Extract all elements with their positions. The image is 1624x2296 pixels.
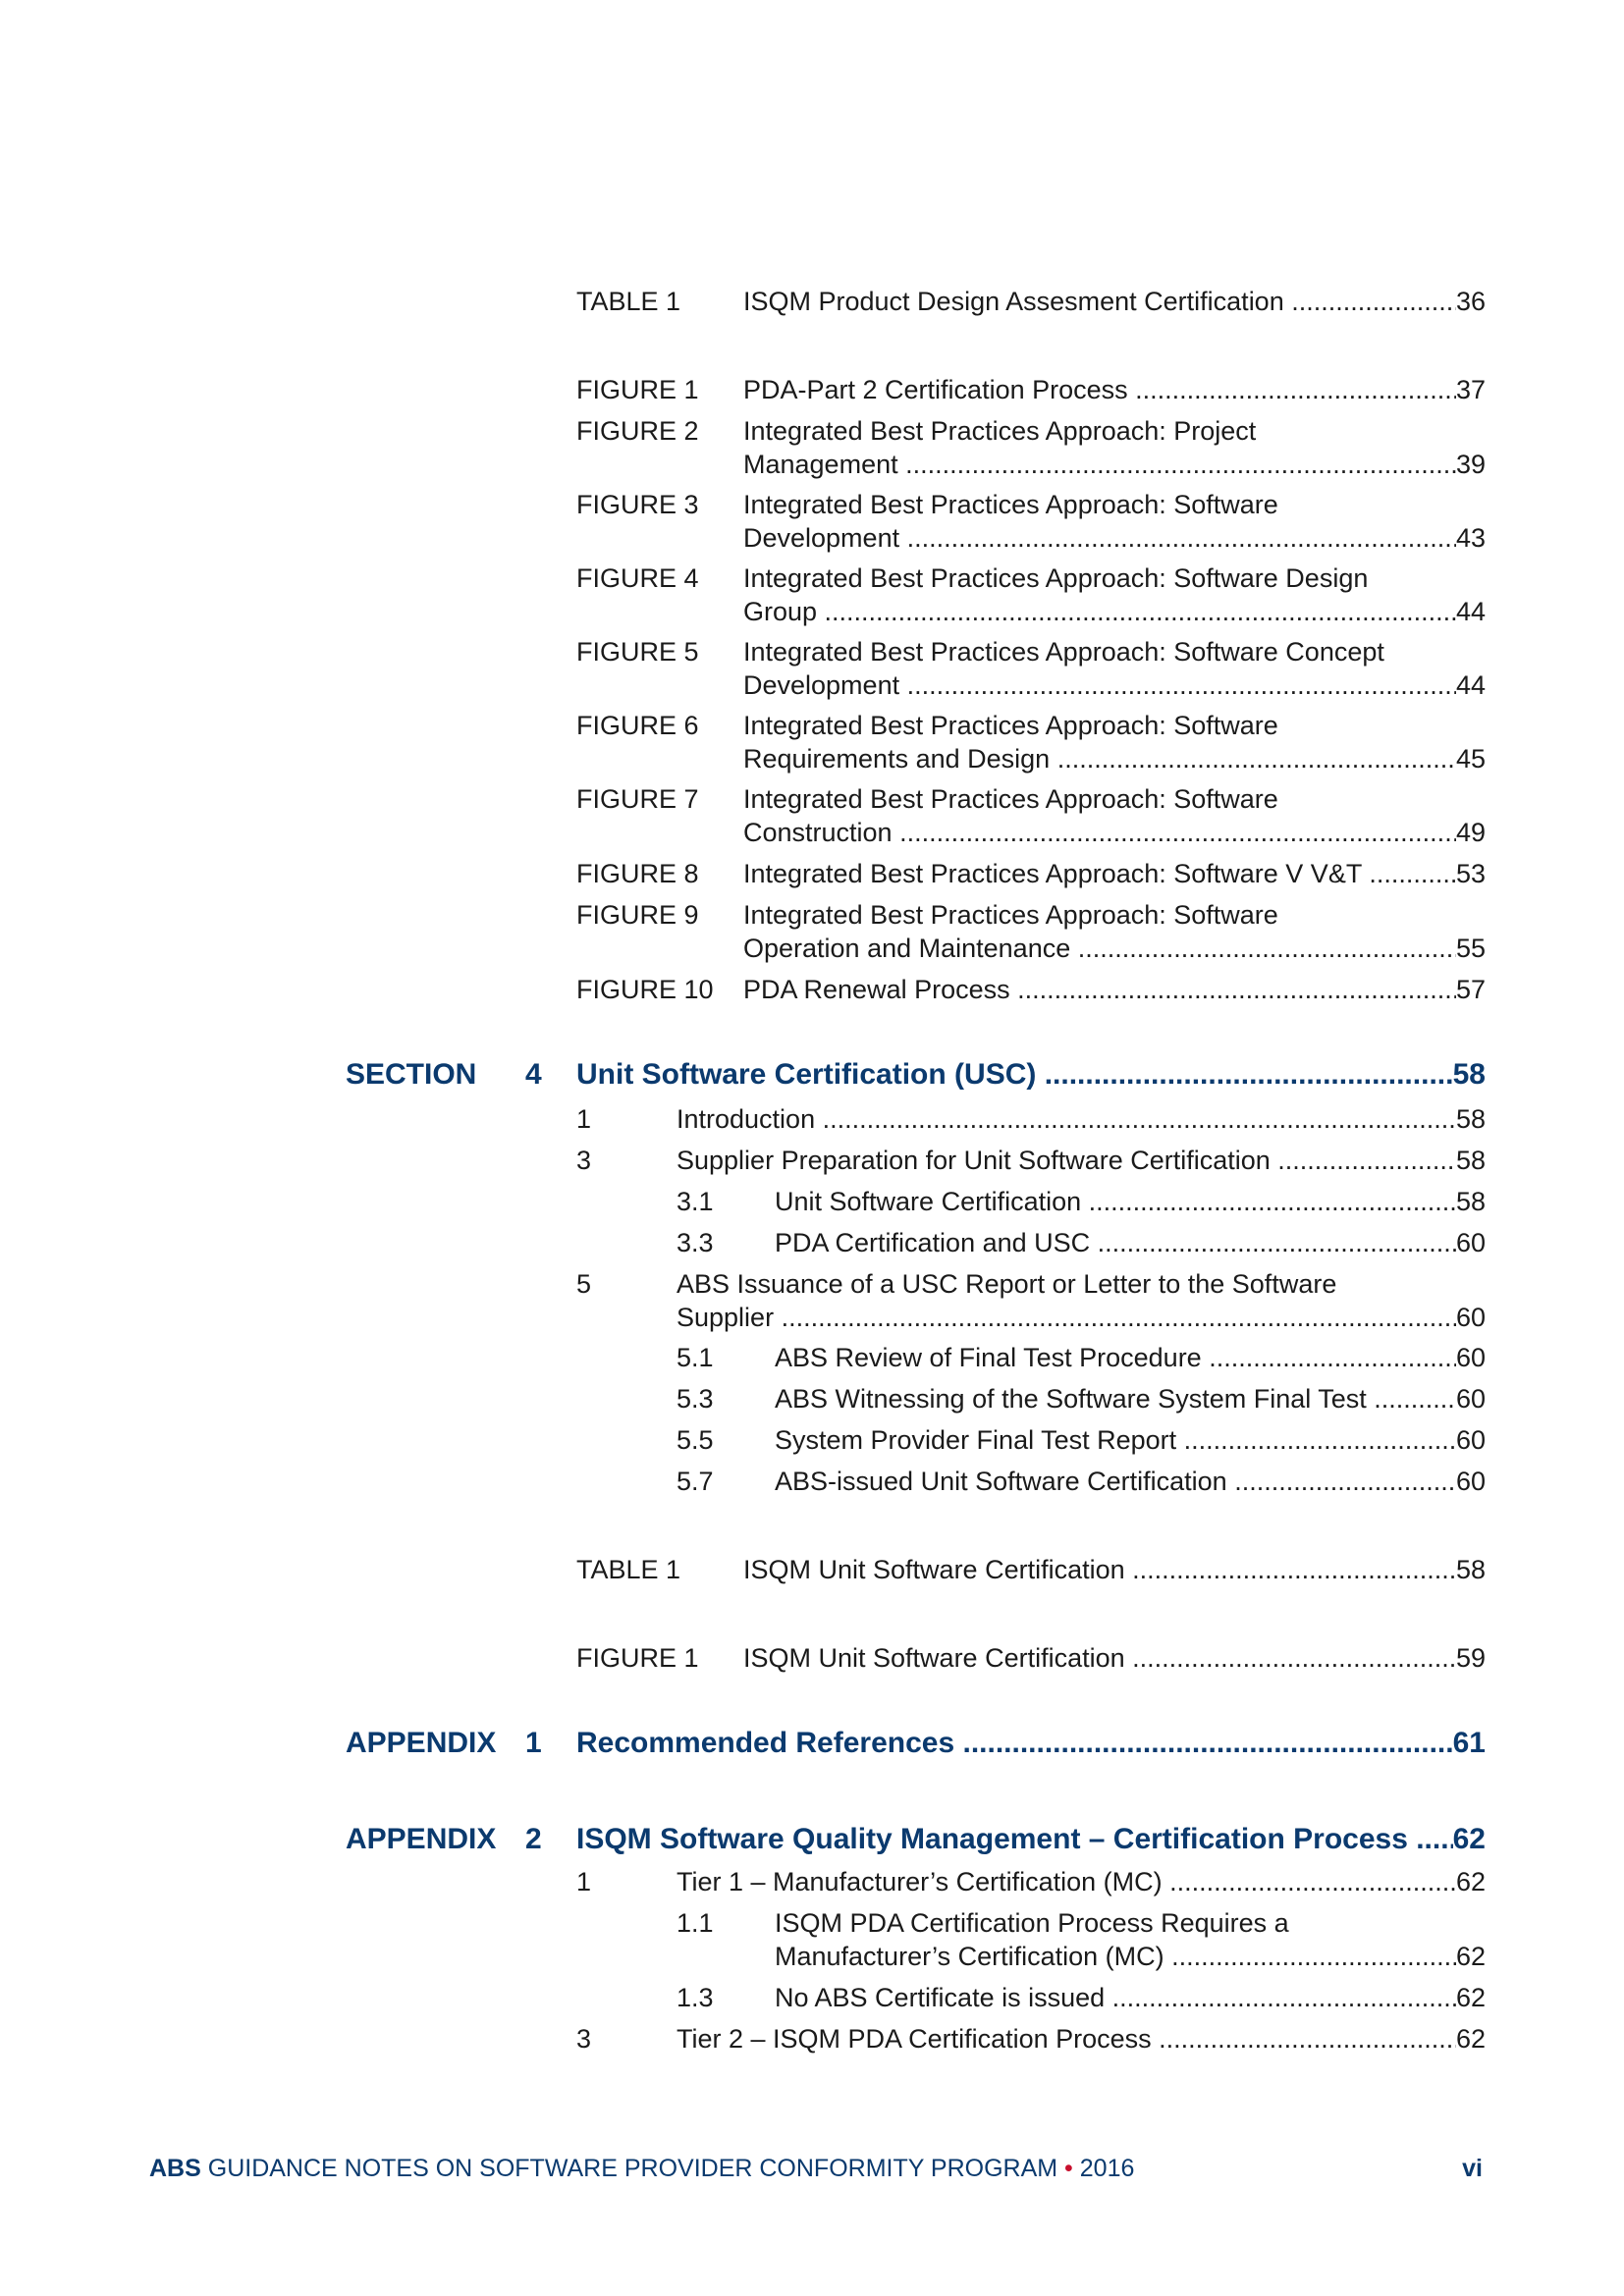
toc-entry-page: 62: [1455, 1983, 1486, 2012]
toc-entry-number: 1.1: [677, 1908, 714, 1938]
appendix-title: Recommended References .....: [576, 1726, 1453, 1761]
toc-entry-title-line1[interactable]: Integrated Best Practices Approach: Software Design: [743, 563, 1369, 593]
toc-subentry[interactable]: [677, 1226, 1486, 1259]
toc-entry-page: 37: [1455, 375, 1486, 404]
toc-entry-number: 3: [576, 1146, 592, 1175]
toc-entry-label: FIGURE 6: [576, 711, 699, 740]
section-number: 4: [525, 1058, 542, 1091]
toc-entry-table[interactable]: [576, 285, 1486, 318]
toc-entry-figure[interactable]: [743, 816, 1486, 849]
toc-entry-table[interactable]: [576, 1553, 1486, 1586]
toc-entry-page: 49: [1455, 818, 1486, 847]
toc-entry[interactable]: [576, 1144, 1486, 1177]
toc-entry-page: 58: [1455, 1187, 1486, 1216]
toc-entry-title: Unit Software Certification .....: [775, 1185, 1456, 1218]
toc-entry-page: 55: [1455, 934, 1486, 963]
toc-subentry[interactable]: [677, 1465, 1486, 1498]
toc-entry-label: FIGURE 1: [576, 375, 699, 404]
toc-entry-title: PDA-Part 2 Certification Process .....: [743, 373, 1456, 406]
toc-entry-page: 45: [1455, 744, 1486, 774]
toc-entry-label: FIGURE 10: [576, 975, 714, 1004]
toc-entry-figure[interactable]: [743, 932, 1486, 965]
toc-entry-title: System Provider Final Test Report .....: [775, 1423, 1456, 1457]
toc-entry-title: Manufacturer’s Certification (MC) .....: [775, 1940, 1456, 1973]
toc-entry-page: 57: [1455, 975, 1486, 1004]
toc-entry-page: 58: [1455, 1555, 1486, 1584]
toc-entry[interactable]: [576, 1865, 1486, 1898]
toc-entry-title: Development .....: [743, 521, 1456, 555]
toc-entry-title-line1[interactable]: Integrated Best Practices Approach: Project: [743, 416, 1257, 446]
appendix-number: 1: [525, 1727, 542, 1759]
toc-entry-title: Management .....: [743, 448, 1456, 481]
toc-entry-label: TABLE 1: [576, 1555, 681, 1584]
toc-entry-title: Tier 2 – ISQM PDA Certification Process .....: [677, 2022, 1456, 2056]
toc-entry-title: Supplier Preparation for Unit Software Certification .....: [677, 1144, 1456, 1177]
appendix-label: APPENDIX: [346, 1823, 497, 1855]
toc-entry-number: 3.3: [677, 1228, 714, 1257]
toc-entry-number: 5: [576, 1269, 592, 1299]
toc-entry-title: Construction .....: [743, 816, 1456, 849]
toc-entry-title: PDA Renewal Process .....: [743, 973, 1456, 1006]
appendix-page: 62: [1452, 1823, 1486, 1855]
toc-entry-page: 53: [1455, 859, 1486, 888]
toc-entry-title: ABS Witnessing of the Software System Final Test .....: [775, 1382, 1456, 1415]
toc-entry-page: 60: [1455, 1384, 1486, 1414]
toc-entry-label: FIGURE 1: [576, 1643, 699, 1673]
toc-entry-title: ISQM Unit Software Certification .....: [743, 1641, 1456, 1675]
section-page: 58: [1452, 1058, 1486, 1091]
toc-subentry[interactable]: [677, 1981, 1486, 2014]
footer-year: 2016: [1079, 2155, 1135, 2182]
toc-entry-page: 58: [1455, 1146, 1486, 1175]
toc-entry-figure[interactable]: [576, 373, 1486, 406]
appendix-label: APPENDIX: [346, 1727, 497, 1759]
footer-page-number: vi: [1462, 2155, 1483, 2182]
toc-entry-page: 62: [1455, 2024, 1486, 2054]
toc-entry-page: 62: [1455, 1867, 1486, 1896]
toc-entry-page: 62: [1455, 1942, 1486, 1971]
footer-bullet: •: [1064, 2155, 1073, 2182]
toc-entry-title: ISQM Product Design Assesment Certification .....: [743, 285, 1456, 318]
toc-entry-label: FIGURE 8: [576, 859, 699, 888]
toc-entry-title: ISQM Unit Software Certification .....: [743, 1553, 1456, 1586]
toc-entry-number: 1: [576, 1104, 592, 1134]
toc-entry-title: Integrated Best Practices Approach: Software V V&T .....: [743, 857, 1456, 890]
toc-entry-figure[interactable]: [743, 521, 1486, 555]
appendix-number: 2: [525, 1823, 542, 1855]
toc-subentry[interactable]: [677, 1382, 1486, 1415]
toc-entry-page: 60: [1455, 1303, 1486, 1332]
toc-entry-figure[interactable]: [576, 1641, 1486, 1675]
toc-entry-figure[interactable]: [743, 595, 1486, 628]
toc-subentry[interactable]: [677, 1185, 1486, 1218]
section-label: SECTION: [346, 1058, 477, 1091]
footer-title: [149, 2155, 1134, 2183]
toc-entry-title-line1[interactable]: ISQM PDA Certification Process Requires a: [775, 1908, 1289, 1938]
appendix-title: ISQM Software Quality Management – Certification Process .....: [576, 1822, 1453, 1857]
appendix-title-entry[interactable]: [576, 1726, 1486, 1761]
toc-entry-title-line1[interactable]: Integrated Best Practices Approach: Software: [743, 490, 1278, 519]
section-title-entry[interactable]: [576, 1057, 1486, 1093]
toc-entry-page: 44: [1455, 597, 1486, 626]
toc-entry-number: 5.5: [677, 1425, 714, 1455]
toc-entry-title-line1[interactable]: Integrated Best Practices Approach: Software: [743, 784, 1278, 814]
toc-entry-page: 60: [1455, 1343, 1486, 1372]
toc-entry-number: 3.1: [677, 1187, 714, 1216]
toc-entry-title-line1[interactable]: Integrated Best Practices Approach: Software Concept: [743, 637, 1384, 667]
toc-entry-figure[interactable]: [743, 742, 1486, 775]
toc-entry-page: 43: [1455, 523, 1486, 553]
toc-subentry[interactable]: [775, 1940, 1486, 1973]
toc-entry-number: 3: [576, 2024, 592, 2054]
toc-entry-figure[interactable]: [743, 448, 1486, 481]
toc-entry-title-line1[interactable]: ABS Issuance of a USC Report or Letter to the Software: [677, 1269, 1337, 1299]
toc-entry-page: 60: [1455, 1425, 1486, 1455]
section-title: Unit Software Certification (USC) .....: [576, 1057, 1453, 1093]
toc-entry-title: PDA Certification and USC .....: [775, 1226, 1456, 1259]
appendix-title-entry[interactable]: [576, 1822, 1486, 1857]
toc-entry-label: FIGURE 4: [576, 563, 699, 593]
toc-entry-title: Group .....: [743, 595, 1456, 628]
toc-entry-figure[interactable]: [576, 973, 1486, 1006]
toc-entry-number: 5.1: [677, 1343, 714, 1372]
toc-entry-label: FIGURE 2: [576, 416, 699, 446]
toc-entry[interactable]: [576, 2022, 1486, 2056]
toc-entry-title: ABS-issued Unit Software Certification .....: [775, 1465, 1456, 1498]
toc-entry-title-line1[interactable]: Integrated Best Practices Approach: Software: [743, 711, 1278, 740]
toc-entry-number: 5.3: [677, 1384, 714, 1414]
toc-entry-label: FIGURE 9: [576, 900, 699, 930]
toc-entry-figure[interactable]: [743, 668, 1486, 702]
toc-entry[interactable]: [677, 1301, 1486, 1334]
toc-subentry[interactable]: [677, 1341, 1486, 1374]
footer-brand: ABS: [149, 2155, 201, 2182]
toc-entry-label: FIGURE 5: [576, 637, 699, 667]
footer-document-title: GUIDANCE NOTES ON SOFTWARE PROVIDER CONFORMITY PROGRAM: [207, 2155, 1058, 2182]
toc-entry-page: 60: [1455, 1467, 1486, 1496]
toc-entry-title: Introduction .....: [677, 1102, 1456, 1136]
toc-entry-title: Supplier .....: [677, 1301, 1456, 1334]
toc-entry-title: Tier 1 – Manufacturer’s Certification (MC) .....: [677, 1865, 1456, 1898]
toc-entry-title: No ABS Certificate is issued .....: [775, 1981, 1456, 2014]
toc-entry-page: 39: [1455, 450, 1486, 479]
toc-entry-page: 60: [1455, 1228, 1486, 1257]
toc-entry-title: Requirements and Design .....: [743, 742, 1456, 775]
toc-entry-page: 58: [1455, 1104, 1486, 1134]
toc-entry-label: FIGURE 3: [576, 490, 699, 519]
toc-entry-title: Development .....: [743, 668, 1456, 702]
toc-entry-number: 1: [576, 1867, 592, 1896]
toc-entry-title-line1[interactable]: Integrated Best Practices Approach: Software: [743, 900, 1278, 930]
toc-entry-page: 36: [1455, 287, 1486, 316]
toc-entry-figure[interactable]: [576, 857, 1486, 890]
toc-subentry[interactable]: [677, 1423, 1486, 1457]
toc-entry-title: Operation and Maintenance .....: [743, 932, 1456, 965]
toc-entry-number: 1.3: [677, 1983, 714, 2012]
page-footer: [149, 2155, 1483, 2183]
toc-entry-title: ABS Review of Final Test Procedure .....: [775, 1341, 1456, 1374]
toc-entry-label: FIGURE 7: [576, 784, 699, 814]
toc-entry-page: 59: [1455, 1643, 1486, 1673]
toc-entry[interactable]: [576, 1102, 1486, 1136]
toc-entry-number: 5.7: [677, 1467, 714, 1496]
appendix-page: 61: [1452, 1727, 1486, 1759]
toc-entry-label: TABLE 1: [576, 287, 681, 316]
toc-entry-page: 44: [1455, 670, 1486, 700]
